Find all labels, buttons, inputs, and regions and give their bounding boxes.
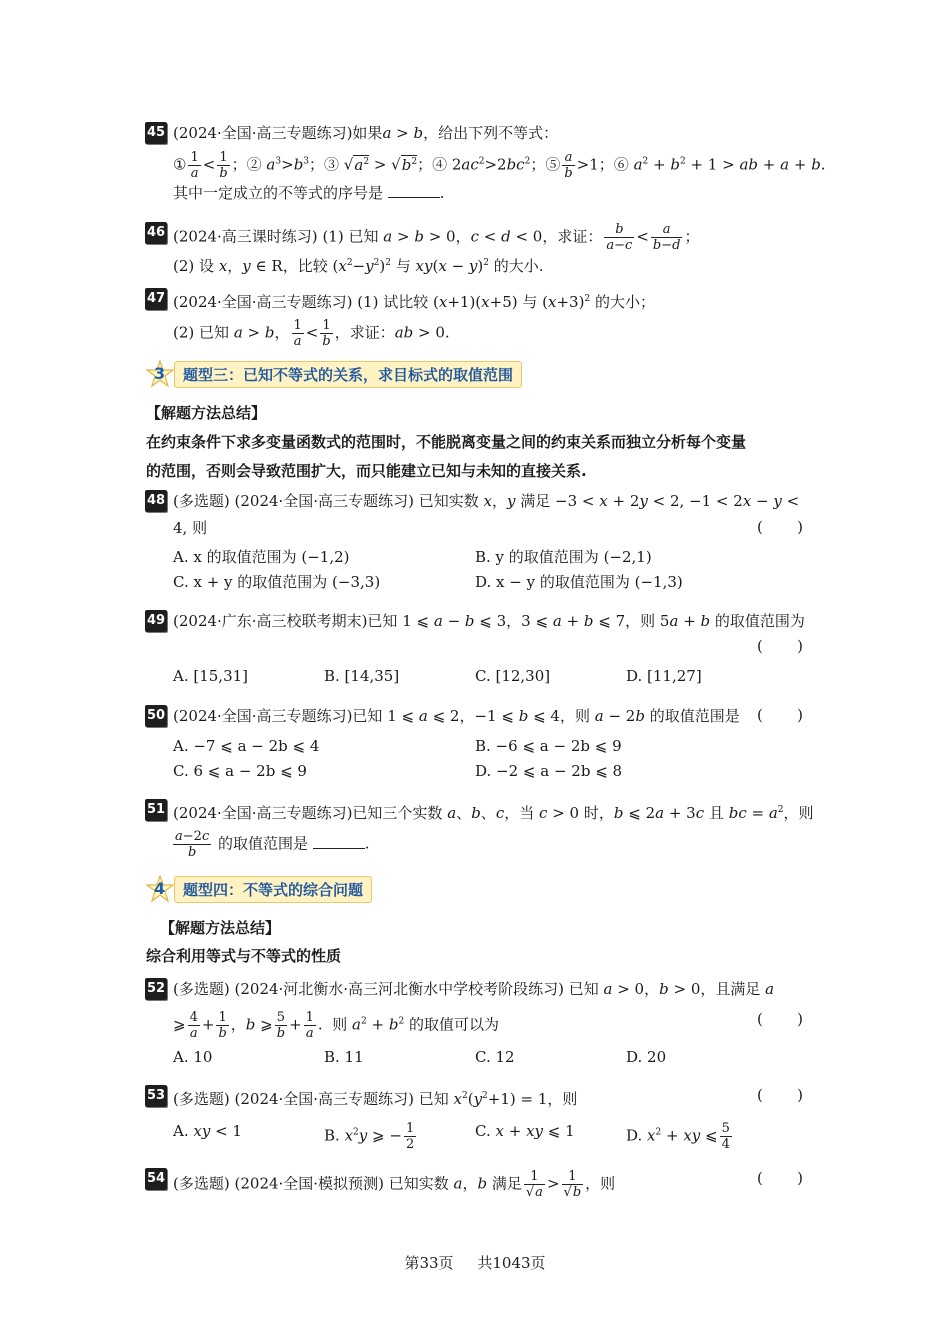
problem-number-50: 50 — [145, 705, 167, 727]
section-3-method-label: 【解题方法总结】 — [146, 404, 267, 422]
problem-51-line-2-text: 的取值范围是 — [218, 834, 309, 853]
section-4-index: 4 — [154, 879, 166, 898]
problem-48-stem-line-2: 4, 则 — [173, 519, 208, 537]
problem-number-48: 48 — [145, 490, 167, 512]
problem-number-46: 46 — [145, 222, 167, 244]
problem-47-and: 与 — [522, 293, 538, 311]
problem-52-line-2: ⩾ $\frac{4}{a}$ + $\frac{1}{b}$ ，b ⩾ $\frac{5}{b}$ + $\frac{1}{a}$ . 则 $a^2 + b^2$ 的取值可以为 — [173, 1010, 499, 1041]
problem-51-text5: ，则 — [783, 804, 814, 822]
problem-47-source: (2024·全国·高三专题练习) — [173, 293, 353, 311]
problem-46-compare: ，比较 — [282, 257, 328, 275]
problem-49-source: (2024·广东·高三校联考期末) — [173, 612, 368, 630]
problem-46-part2: (2) 设 x，y ∈ R，比较 $(x^2-y^2)^2$ 与 $xy(x - y)^2$ 的大小. — [173, 257, 544, 275]
section-4-title: 题型四：不等式的综合问题 — [174, 876, 372, 903]
problem-51-stem: (2024·全国·高三专题练习)已知三个实数 a、b、c，当 c > 0 时，b ⩽ 2a + 3c 且 bc = $a^2$，则 — [173, 804, 814, 822]
problem-47-prove: ，求证： — [334, 323, 395, 342]
problem-number-51: 51 — [145, 799, 167, 821]
problem-number-47: 47 — [145, 288, 167, 310]
section-4-method-line-1: 综合利用等式与不等式的性质 — [146, 947, 342, 965]
answer-paren[interactable]: ( ) — [757, 518, 803, 536]
option-c[interactable]: C. x + y 的取值范围为 (−3,3) — [173, 573, 381, 591]
star-icon — [146, 875, 174, 903]
section-3-heading — [146, 362, 522, 386]
problem-49-text2: 的取值范围为 — [714, 612, 805, 630]
problem-48-text2: 满足 — [520, 492, 551, 510]
problem-52-text2: ，且满足 — [700, 980, 761, 998]
answer-blank[interactable] — [388, 183, 440, 198]
problem-51-line-2: $\frac{a-2c}{b}$ 的取值范围是 . — [175, 829, 370, 860]
problem-number-45: 45 — [145, 122, 167, 144]
problem-46-source: (2024·高三课时练习) — [173, 227, 318, 246]
problem-46-part1: (2024·高三课时练习) (1) 已知 a > b > 0，c < d < 0，求证： $\frac{b}{a-c}$ < $\frac{a}{b-d}$ ； — [173, 222, 700, 253]
problem-47-part1: (2024·全国·高三专题练习) (1) 试比较 (x+1)(x+5) 与 $(x+3)^2$ 的大小； — [173, 293, 655, 311]
problem-54-text3: ，则 — [585, 1174, 616, 1193]
page-footer — [0, 1252, 950, 1273]
problem-48-text: 已知实数 — [418, 492, 479, 510]
option-b[interactable]: B. $x^2y$ ⩾ − $\frac{1}{2}$ — [324, 1121, 415, 1152]
problem-47-part1-label: (1) 试比较 — [357, 293, 429, 311]
option-d[interactable]: D. −2 ⩽ a − 2b ⩽ 8 — [475, 762, 623, 780]
section-4-heading — [146, 877, 372, 901]
problem-46-and: 与 — [395, 257, 411, 275]
problem-50-stem: (2024·全国·高三专题练习)已知 1 ⩽ a ⩽ 2，−1 ⩽ b ⩽ 4，则 a − 2b 的取值范围是 — [173, 707, 740, 725]
problem-45-source: (2024·全国·高三专题练习) — [173, 124, 353, 142]
option-d[interactable]: D. x − y 的取值范围为 (−1,3) — [475, 573, 683, 591]
option-c[interactable]: C. 6 ⩽ a − 2b ⩽ 9 — [173, 762, 307, 780]
problem-number-49: 49 — [145, 610, 167, 632]
answer-paren[interactable]: ( ) — [757, 1169, 803, 1187]
problem-51-text2: ，当 — [504, 804, 535, 822]
problem-53-tag: (多选题) — [173, 1090, 230, 1108]
option-a[interactable]: A. x 的取值范围为 (−1,2) — [173, 548, 350, 566]
option-d[interactable]: D. [11,27] — [626, 667, 702, 685]
problem-52-then: 则 — [332, 1015, 348, 1034]
problem-50-text2: 的取值范围是 — [649, 707, 740, 725]
problem-46-prove: ，求证： — [542, 227, 603, 246]
problem-50-text: 已知 — [352, 707, 383, 725]
section-3-method-line-1: 在约束条件下求多变量函数式的范围时，不能脱离变量之间的约束关系而独立分析每个变量 — [146, 433, 747, 451]
problem-number-52: 52 — [145, 978, 167, 1000]
problem-52-tag: (多选题) — [173, 980, 230, 998]
problem-53-text2: ，则 — [547, 1090, 578, 1108]
option-a[interactable]: A. −7 ⩽ a − 2b ⩽ 4 — [173, 737, 320, 755]
problem-54-stem: (多选题) (2024·全国·模拟预测) 已知实数 a，b 满足 $\frac{1}{√a}$ > $\frac{1}{√b}$ ，则 — [173, 1169, 616, 1200]
problem-45-tail: ，给出下列不等式： — [423, 124, 559, 142]
problem-45-inequalities: ① $\frac{1}{a}$ < $\frac{1}{b}$ ；② $a^3>b^3$；③ $√a^2 > √b^2$；④ $2ac^2>2bc^2$；⑤ $\frac{a}{b}$ >1；⑥ $a^2 + b^2 + 1$ > ab + a + b. — [173, 150, 826, 181]
page-number: 第33页 — [404, 1254, 454, 1272]
problem-53-source: (2024·全国·高三专题练习) — [234, 1090, 414, 1108]
section-3-index: 3 — [154, 364, 166, 383]
problem-51-text4: 且 — [708, 804, 724, 822]
option-a[interactable]: A. 10 — [173, 1048, 213, 1066]
problem-52-stem: (多选题) (2024·河北衡水·高三河北衡水中学校考阶段练习) 已知 a > 0，b > 0，且满足 a — [173, 980, 775, 998]
problem-45-question: 其中一定成立的不等式的序号是 . — [173, 184, 445, 202]
option-d[interactable]: D. $x^2$ + xy ⩽ $\frac{5}{4}$ — [626, 1121, 730, 1152]
section-3-title: 题型三：已知不等式的关系，求目标式的取值范围 — [174, 361, 522, 388]
answer-paren[interactable]: ( ) — [757, 706, 803, 724]
option-c[interactable]: C. x + xy ⩽ 1 — [475, 1122, 575, 1140]
star-icon — [146, 360, 174, 388]
problem-48-source: (2024·全国·高三专题练习) — [234, 492, 414, 510]
option-b[interactable]: B. y 的取值范围为 (−2,1) — [475, 548, 652, 566]
problem-45-stem: (2024·全国·高三专题练习)如果a > b，给出下列不等式： — [173, 124, 559, 142]
option-d[interactable]: D. 20 — [626, 1048, 667, 1066]
problem-51-source: (2024·全国·高三专题练习) — [173, 804, 353, 822]
problem-51-text3: 时， — [583, 804, 614, 822]
section-4-method-label: 【解题方法总结】 — [160, 919, 281, 937]
problem-52-text: 已知 — [568, 980, 599, 998]
problem-54-tag: (多选题) — [173, 1174, 230, 1193]
problem-45-text: 如果 — [352, 124, 383, 142]
option-b[interactable]: B. −6 ⩽ a − 2b ⩽ 9 — [475, 737, 622, 755]
problem-49-stem: (2024·广东·高三校联考期末)已知 1 ⩽ a − b ⩽ 3，3 ⩽ a + b ⩽ 7，则 5a + b 的取值范围为 — [173, 612, 805, 630]
answer-paren[interactable]: ( ) — [757, 637, 803, 655]
problem-47-size: 的大小； — [594, 293, 655, 311]
problem-53-stem: (多选题) (2024·全国·高三专题练习) 已知 $x^2(y^2+1) = 1$，则 — [173, 1090, 578, 1108]
answer-paren[interactable]: ( ) — [757, 1010, 803, 1028]
problem-52-source: (2024·河北衡水·高三河北衡水中学校考阶段练习) — [234, 980, 564, 998]
option-c[interactable]: C. [12,30] — [475, 667, 551, 685]
problem-49-text: 已知 — [367, 612, 398, 630]
problem-47-part2-label: (2) 已知 — [173, 323, 230, 342]
problem-46-part1-label: (1) 已知 — [322, 227, 379, 246]
problem-54-text: 已知实数 — [388, 1174, 449, 1193]
problem-51-text: 已知三个实数 — [352, 804, 443, 822]
problem-48-stem: (多选题) (2024·全国·高三专题练习) 已知实数 x，y 满足 −3 < x + 2y < 2, −1 < 2x − y < — [173, 492, 800, 510]
problem-54-text2: 满足 — [491, 1174, 522, 1193]
problem-45-question-text: 其中一定成立的不等式的序号是 — [173, 184, 384, 202]
option-a[interactable]: A. xy < 1 — [173, 1122, 242, 1140]
problem-52-line-2-text: 的取值可以为 — [408, 1015, 499, 1034]
problem-number-54: 54 — [145, 1168, 167, 1190]
answer-blank[interactable] — [313, 834, 365, 849]
problem-50-source: (2024·全国·高三专题练习) — [173, 707, 353, 725]
problem-53-text: 已知 — [418, 1090, 449, 1108]
section-3-method-line-2: 的范围，否则会导致范围扩大，而只能建立已知与未知的直接关系. — [146, 462, 587, 480]
problem-54-source: (2024·全国·模拟预测) — [234, 1174, 384, 1193]
problem-48-tag: (多选题) — [173, 492, 230, 510]
option-b[interactable]: B. [14,35] — [324, 667, 400, 685]
problem-46-size: 的大小. — [493, 257, 544, 275]
problem-47-part2: (2) 已知 a > b， $\frac{1}{a}$ < $\frac{1}{b}$ ，求证：ab > 0. — [173, 318, 450, 349]
option-c[interactable]: C. 12 — [475, 1048, 515, 1066]
page-total: 共1043页 — [477, 1254, 546, 1272]
answer-paren[interactable]: ( ) — [757, 1086, 803, 1104]
problem-46-part2-label: (2) 设 — [173, 257, 215, 275]
problem-number-53: 53 — [145, 1085, 167, 1107]
option-a[interactable]: A. [15,31] — [173, 667, 249, 685]
option-b[interactable]: B. 11 — [324, 1048, 364, 1066]
